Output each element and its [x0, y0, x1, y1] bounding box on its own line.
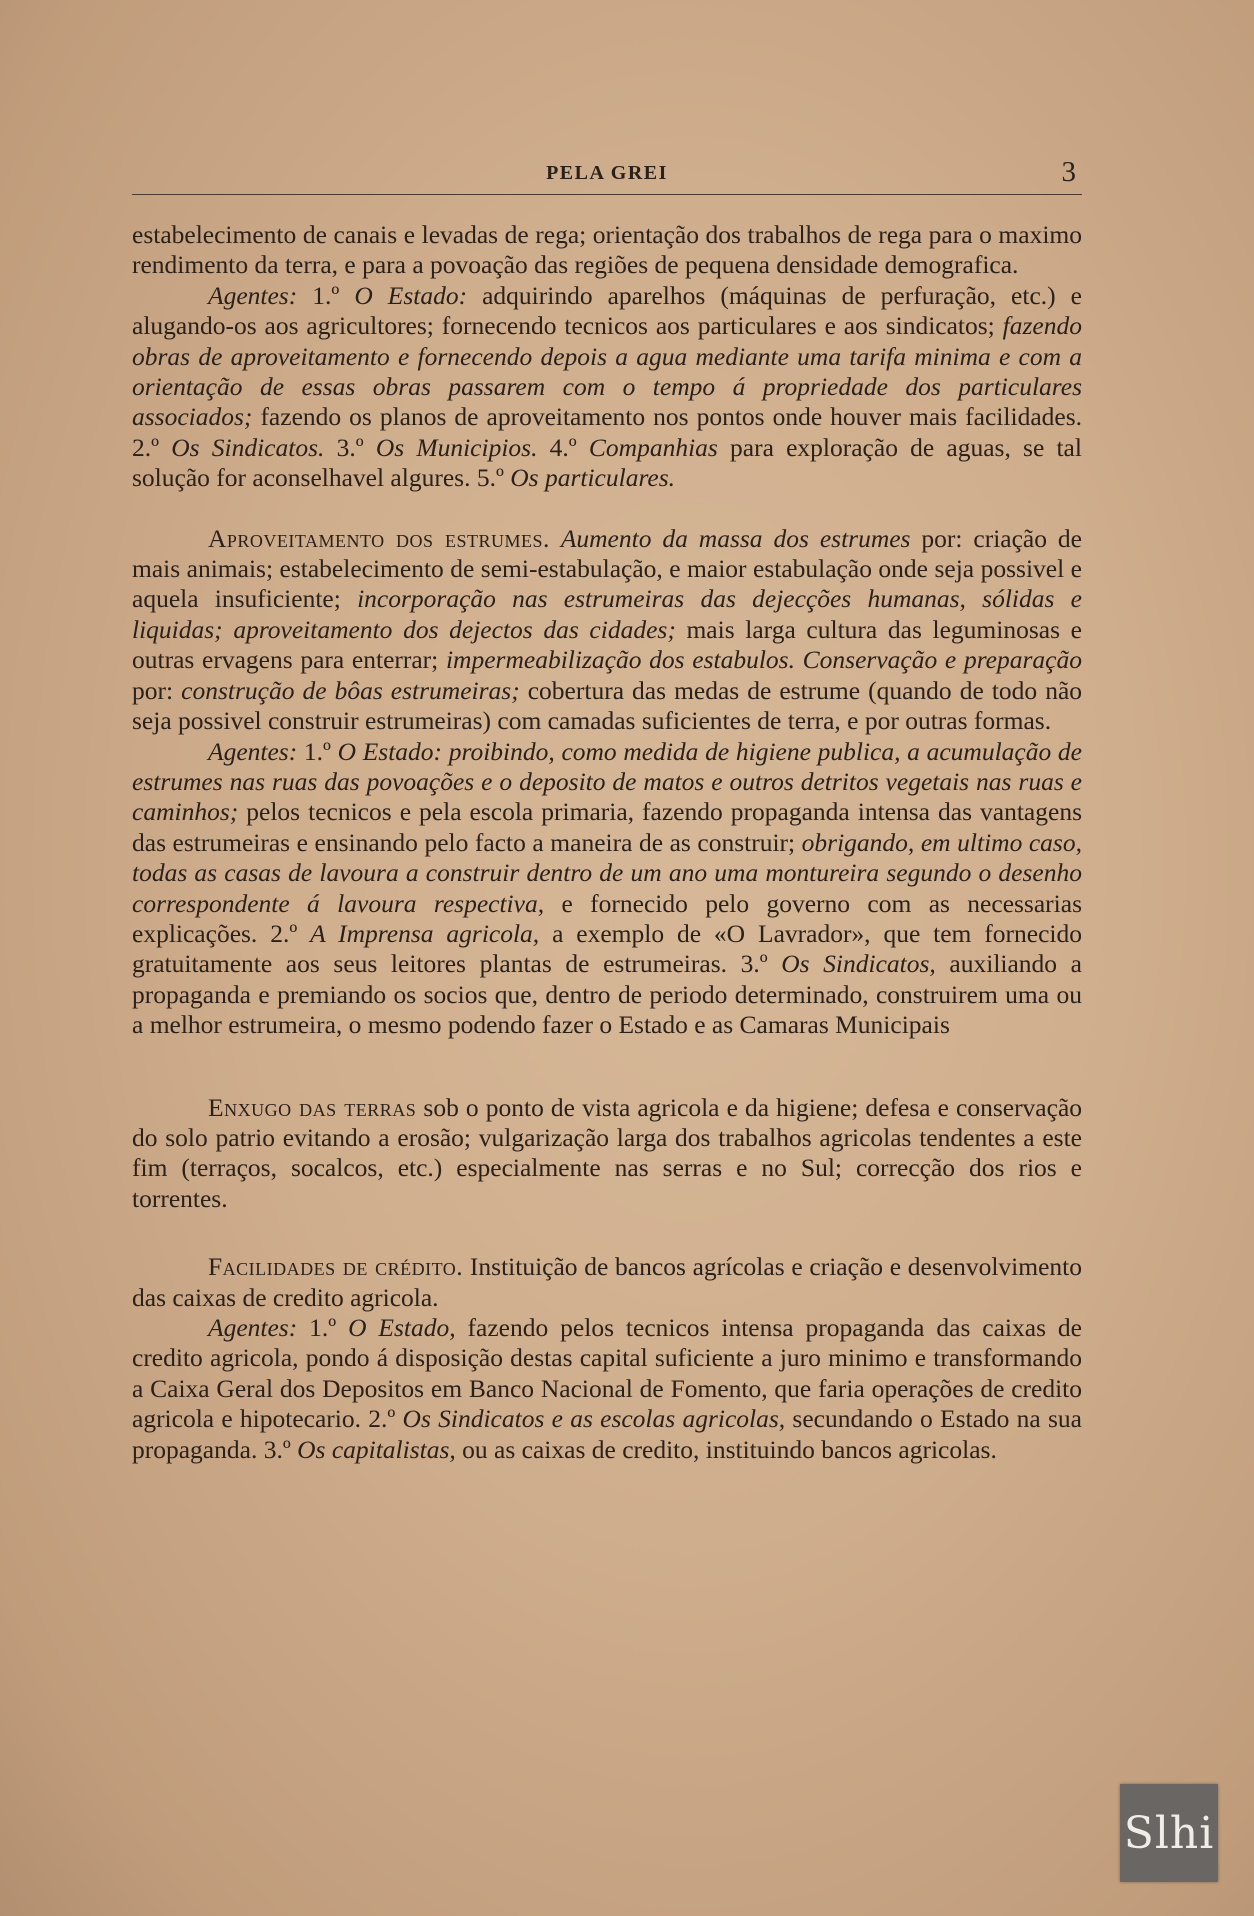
page-number: 3 — [1061, 156, 1076, 188]
section-heading-manure: Aproveitamento dos estrumes. — [208, 523, 550, 553]
paragraph-credit: Facilidades de crédito. Instituição de bancos agrícolas e criação e desenvolvimento das caixas de credito agricola. — [132, 1252, 1082, 1312]
body-text — [132, 220, 1082, 1465]
library-watermark-badge — [1120, 1784, 1218, 1882]
section-heading-drainage: Enxugo das terras — [208, 1092, 417, 1122]
paragraph-irrigation-continued: estabelecimento de canais e levadas de rega; orientação dos trabalhos de rega para o maximo rendimento da terra, e para a povoação das regiões de pequena densidade demografica. — [132, 220, 1082, 280]
paragraph-manure-agents: Agentes: 1.º O Estado: proibindo, como medida de higiene publica, a acumulação de estrumes nas ruas das povoações e o deposito de matos e outros detritos vegetais nas ruas e caminhos; pelos tecnicos e pela escola primaria, fazendo propaganda intensa das vantagens das estrumeiras e ensinando pelo facto a maneira de as construir; obrigando, em ultimo caso, todas as casas de lavoura a construir dentro de um ano uma montureira segundo o desenho correspondente á lavoura respectiva, e fornecido pelo governo com as necessarias explicações. 2.º A Imprensa agricola, a exemplo de «O Lavrador», que tem fornecido gratuitamente aos seus leitores plantas de estrumeiras. 3.º Os Sindicatos, auxiliando a propaganda e premiando os socios que, dentro de periodo determinado, construirem uma ou a melhor estrumeira, o mesmo podendo fazer o Estado e as Camaras Municipais — [132, 736, 1082, 1040]
paragraph-credit-agents: Agentes: 1.º O Estado, fazendo pelos tecnicos intensa propaganda das caixas de credito agricola, pondo á disposição destas capital suficiente a juro minimo e transformando a Caixa Geral dos Depositos em Banco Nacional de Fomento, que faria operações de credito agricola e hipotecario. 2.º Os Sindicatos e as escolas agricolas, secundando o Estado na sua propaganda. 3.º Os capitalistas, ou as caixas de credito, instituindo bancos agricolas. — [132, 1313, 1082, 1464]
paragraph-irrigation-agents: Agentes: 1.º O Estado: adquirindo aparelhos (máquinas de perfuração, etc.) e alugando-os aos agricultores; fornecendo tecnicos aos particulares e aos sindicatos; fazendo obras de aproveitamento e fornecendo depois a agua mediante uma tarifa minima e com a orientação de essas obras passarem com o tempo á propriedade dos particulares associados; fazendo os planos de aproveitamento nos pontos onde houver mais facilidades. 2.º Os Sindicatos. 3.º Os Municipios. 4.º Companhias para exploração de aguas, se tal solução for aconselhavel algures. 5.º Os particulares. — [132, 280, 1082, 493]
paragraph-drainage: Enxugo das terras sob o ponto de vista agricola e da higiene; defesa e conservação do solo patrio evitando a erosão; vulgarização larga dos trabalhos agricolas tendentes a este fim (terraços, socalcos, etc.) especialmente nas serras e no Sul; correcção dos rios e torrentes. — [132, 1092, 1083, 1213]
page-header — [132, 156, 1082, 195]
paragraph-manure: Aproveitamento dos estrumes. Aumento da massa dos estrumes por: criação de mais animais; estabelecimento de semi-estabulação, e maior estabulação onde seja possivel e aquela insuficiente; incorporação nas estrumeiras das dejecções humanas, sólidas e liquidas; aproveitamento dos dejectos das cidades; mais larga cultura das leguminosas e outras ervagens para enterrar; impermeabilização dos estabulos. Conservação e preparação por: construção de bôas estrumeiras; cobertura das medas de estrume (quando de todo não seja possivel construir estrumeiras) com camadas suficientes de terra, e por outras formas. — [132, 523, 1083, 736]
section-heading-credit: Facilidades de crédito. — [208, 1252, 464, 1282]
running-title: PELA GREI — [546, 162, 668, 184]
badge-label: Slhi — [1123, 1807, 1215, 1859]
